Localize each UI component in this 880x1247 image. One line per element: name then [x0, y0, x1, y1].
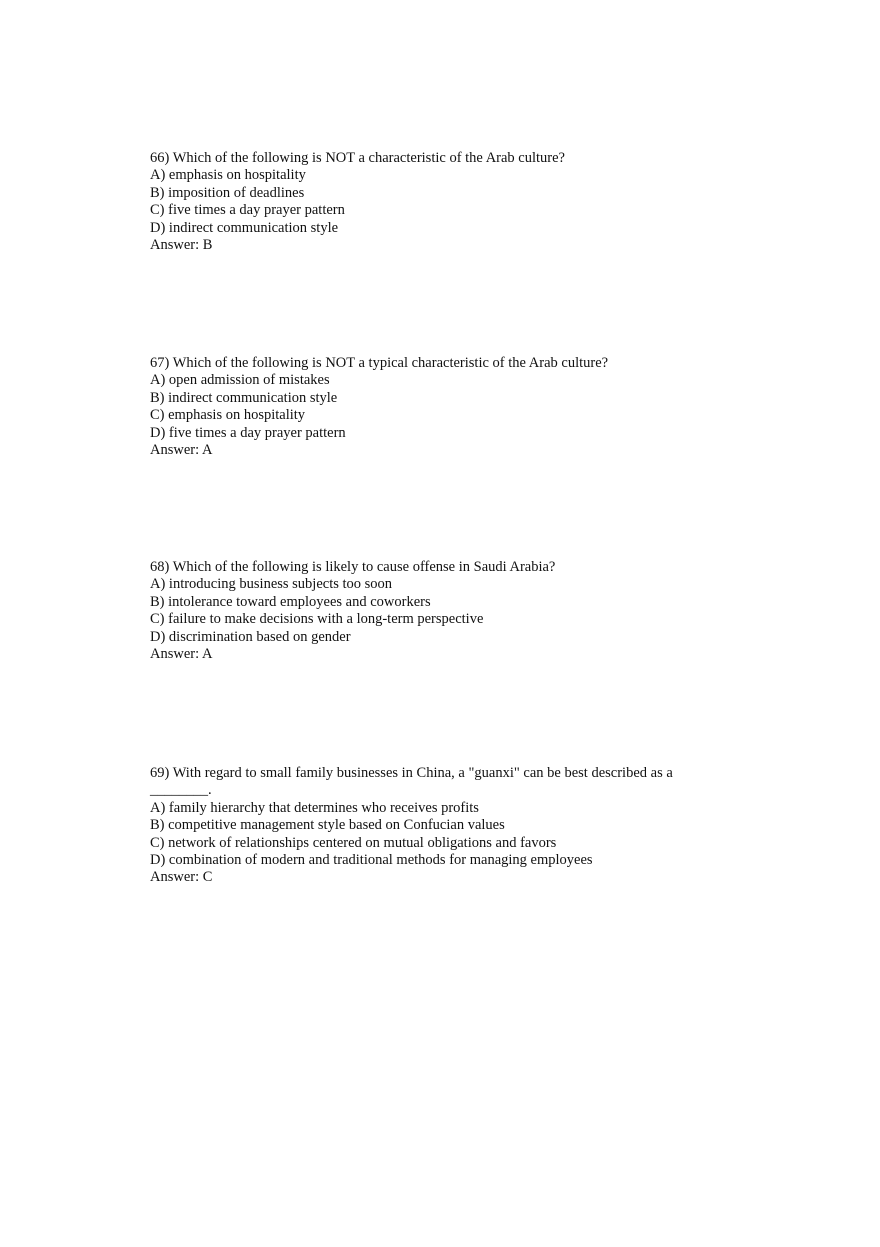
- option-c: C) emphasis on hospitality: [150, 407, 306, 424]
- question-66: [150, 150, 730, 254]
- option-c: C) network of relationships centered on mutual obligations and favors: [150, 834, 557, 851]
- question-stem-line-2: ________.: [150, 782, 212, 799]
- question-stem: 68) Which of the following is likely to cause offense in Saudi Arabia?: [150, 559, 556, 575]
- question-67: [150, 355, 730, 459]
- option-b: B) indirect communication style: [150, 389, 338, 406]
- question-stem: 67) Which of the following is NOT a typical characteristic of the Arab culture?: [150, 355, 609, 371]
- option-a: A) introducing business subjects too soon: [150, 576, 393, 593]
- option-a: A) open admission of mistakes: [150, 372, 330, 389]
- option-b: B) intolerance toward employees and coworkers: [150, 593, 431, 610]
- option-a: A) emphasis on hospitality: [150, 167, 306, 184]
- option-c: C) five times a day prayer pattern: [150, 202, 345, 219]
- answer: Answer: C: [150, 869, 213, 886]
- question-68: [150, 559, 730, 663]
- option-b: B) imposition of deadlines: [150, 184, 305, 201]
- option-d: D) indirect communication style: [150, 219, 339, 236]
- question-stem: 66) Which of the following is NOT a characteristic of the Arab culture?: [150, 150, 565, 166]
- answer: Answer: A: [150, 646, 213, 663]
- answer: Answer: B: [150, 237, 213, 254]
- question-69: [150, 765, 730, 887]
- option-a: A) family hierarchy that determines who receives profits: [150, 799, 479, 816]
- question-stem-line-1: 69) With regard to small family businesses in China, a "guanxi" can be best described as a: [150, 765, 673, 781]
- answer: Answer: A: [150, 442, 213, 459]
- option-d: D) discrimination based on gender: [150, 628, 351, 645]
- option-d: D) combination of modern and traditional methods for managing employees: [150, 852, 593, 869]
- option-d: D) five times a day prayer pattern: [150, 424, 346, 441]
- option-c: C) failure to make decisions with a long-term perspective: [150, 611, 484, 628]
- option-b: B) competitive management style based on Confucian values: [150, 817, 505, 834]
